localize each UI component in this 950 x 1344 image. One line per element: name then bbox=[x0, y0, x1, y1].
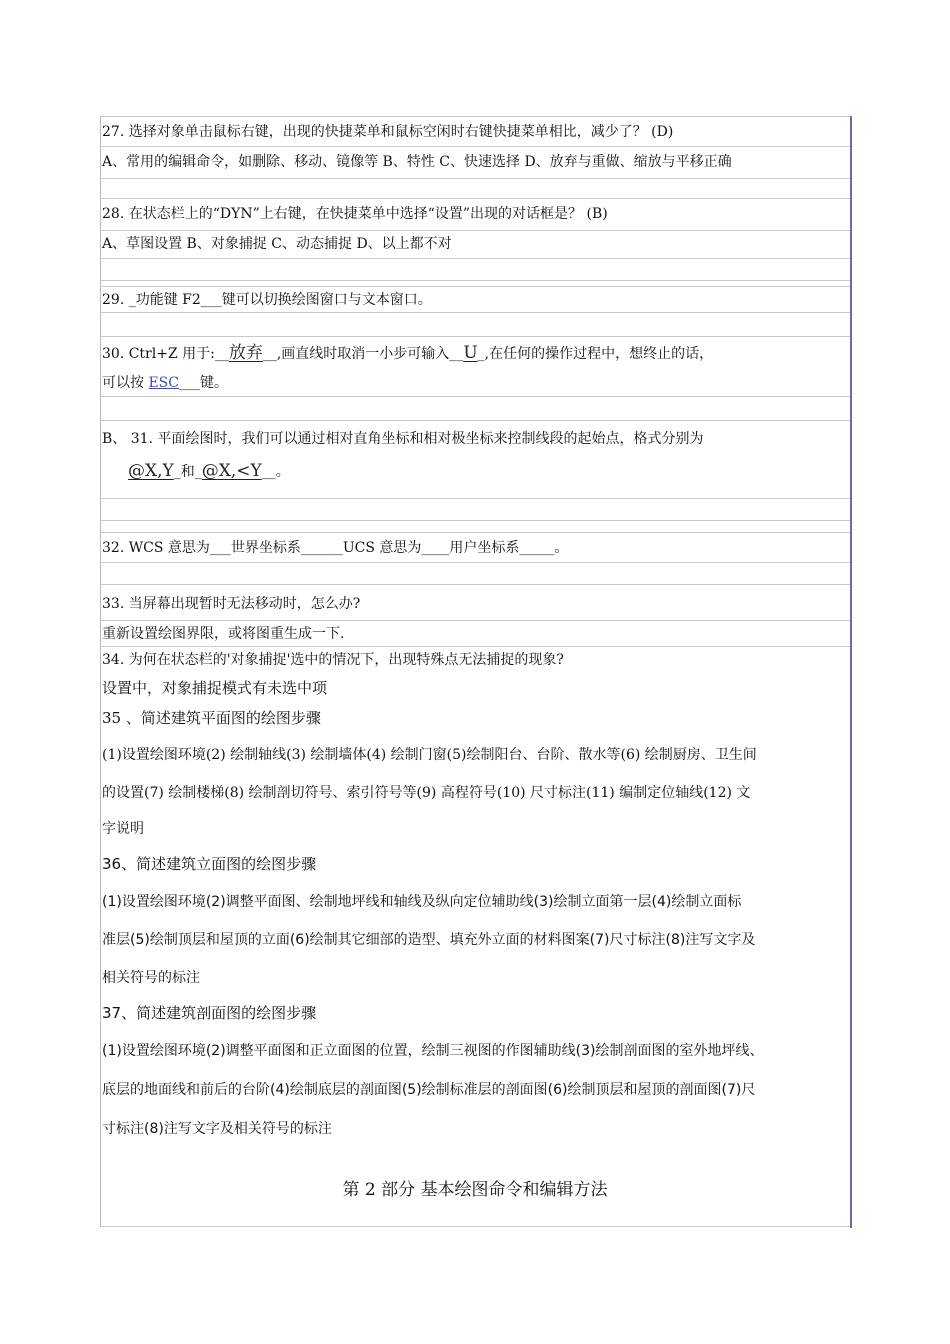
q30-line2-suffix: ___键。 bbox=[178, 375, 228, 391]
q30-mid1: __,画直线时取消一小步可输入__ bbox=[262, 346, 464, 362]
row-line bbox=[100, 646, 850, 647]
q36-line-3: 相关符号的标注 bbox=[102, 970, 200, 986]
row-line bbox=[100, 336, 850, 337]
row-line bbox=[100, 116, 850, 117]
q31-answer-2: @X,<Y bbox=[201, 461, 262, 481]
q35-title: 35 、简述建筑平面图的绘图步骤 bbox=[102, 709, 321, 727]
q31-answers bbox=[128, 462, 290, 481]
q31-answer-1: @X,Y bbox=[128, 461, 174, 481]
row-line bbox=[100, 396, 850, 397]
q37-line-1: (1)设置绘图环境(2)调整平面图和正立面图的位置，绘制三视图的作图辅助线(3)绘制剖面图的室外地坪线、 bbox=[102, 1043, 764, 1059]
right-border bbox=[850, 116, 852, 1228]
q37-title: 37、简述建筑剖面图的绘图步骤 bbox=[102, 1004, 317, 1022]
row-line bbox=[100, 420, 850, 421]
row-line bbox=[100, 620, 850, 621]
row-line bbox=[100, 230, 850, 231]
q35-line-3: 字说明 bbox=[102, 821, 144, 837]
q29-text: 29. _功能键 F2___键可以切换绘图窗口与文本窗口。 bbox=[102, 292, 432, 308]
row-line bbox=[100, 146, 850, 147]
row-line bbox=[100, 584, 850, 585]
q30-line1 bbox=[102, 344, 713, 363]
row-line bbox=[100, 286, 850, 287]
q33-question: 33. 当屏幕出现暂时无法移动时，怎么办? bbox=[102, 596, 361, 612]
q28-options: A、草图设置 B、对象捕捉 C、动态捕捉 D、以上都不对 bbox=[102, 236, 452, 252]
row-line bbox=[100, 312, 850, 313]
q35-line-1: (1)设置绘图环境(2) 绘制轴线(3) 绘制墙体(4) 绘制门窗(5)绘制阳台、台阶、散水等(6) 绘制厨房、卫生间 bbox=[102, 747, 757, 763]
q30-answer-1: 放弃 bbox=[228, 343, 263, 363]
q30-line2 bbox=[102, 374, 228, 392]
q36-line-1: (1)设置绘图环境(2)调整平面图、绘制地坪线和轴线及纵向定位辅助线(3)绘制立面第一层(4)绘制立面标 bbox=[102, 894, 742, 910]
row-line bbox=[100, 258, 850, 259]
q27-options: A、常用的编辑命令，如删除、移动、镜像等 B、特性 C、快速选择 D、放弃与重做、缩放与平移正确 bbox=[102, 154, 732, 170]
row-line bbox=[100, 520, 850, 521]
row-line bbox=[100, 280, 850, 281]
q31-text: B、 31. 平面绘图时，我们可以通过相对直角坐标和相对极坐标来控制线段的起始点，格式分别为 bbox=[102, 431, 704, 447]
row-line bbox=[100, 532, 850, 533]
row-line bbox=[100, 198, 850, 199]
q36-line-2: 准层(5)绘制顶层和屋顶的立面(6)绘制其它细部的造型、填充外立面的材料图案(7)尺寸标注(8)注写文字及 bbox=[102, 932, 756, 948]
q37-line-3: 寸标注(8)注写文字及相关符号的标注 bbox=[102, 1121, 332, 1137]
q30-prefix: 30. Ctrl+Z 用于:__ bbox=[102, 346, 229, 362]
q36-title: 36、简述建筑立面图的绘图步骤 bbox=[102, 855, 317, 873]
q33-answer: 重新设置绘图界限，或将图重生成一下. bbox=[102, 626, 345, 642]
row-line bbox=[100, 498, 850, 499]
q31-join: _和_ bbox=[173, 464, 202, 480]
q37-line-2: 底层的地面线和前后的台阶(4)绘制底层的剖面图(5)绘制标准层的剖面图(6)绘制顶层和屋顶的剖面图(7)尺 bbox=[102, 1082, 756, 1098]
q30-line2-prefix: 可以按 bbox=[102, 375, 149, 391]
q28-question: 28. 在状态栏上的“DYN”上右键，在快捷菜单中选择“设置”出现的对话框是？ (B) bbox=[102, 206, 608, 222]
row-line bbox=[100, 178, 850, 179]
q30-answer-3: ESC bbox=[148, 375, 179, 391]
q34-answer: 设置中，对象捕捉模式有未选中项 bbox=[102, 679, 328, 697]
q34-question: 34. 为何在状态栏的'对象捕捉'选中的情况下，出现特殊点无法捕捉的现象? bbox=[102, 652, 564, 668]
row-line bbox=[100, 1226, 850, 1227]
q27-question: 27. 选择对象单击鼠标右键，出现的快捷菜单和鼠标空闲时右键快捷菜单相比，减少了？ (D) bbox=[102, 124, 674, 140]
q30-mid2: _,在任何的操作过程中，想终止的话， bbox=[477, 346, 714, 362]
q32-text: 32. WCS 意思为___世界坐标系______UCS 意思为____用户坐标系_____。 bbox=[102, 540, 569, 556]
q30-answer-2: U bbox=[463, 343, 478, 363]
section-title: 第 2 部分 基本绘图命令和编辑方法 bbox=[342, 1180, 608, 1200]
q35-line-2: 的设置(7) 绘制楼梯(8) 绘制剖切符号、索引符号等(9) 高程符号(10) 尺寸标注(11) 编制定位轴线(12) 文 bbox=[102, 785, 751, 801]
row-line bbox=[100, 562, 850, 563]
q31-end: __。 bbox=[261, 464, 290, 480]
